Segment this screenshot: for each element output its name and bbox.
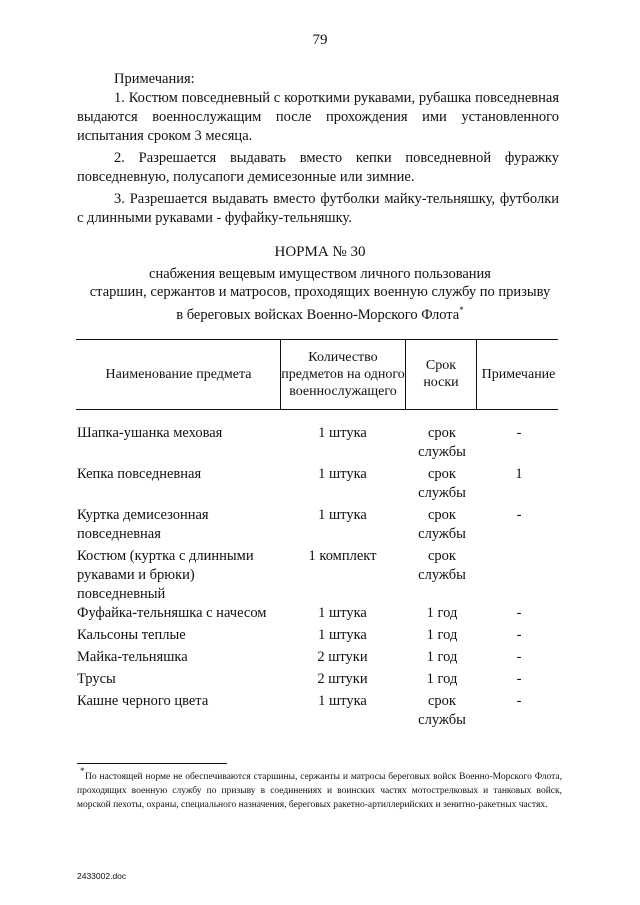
note-item: 3. Разрешается выдавать вместо футболки майку-тельняшку, футболки с длинными рукавами - фуфайку-тельняшку. — [77, 191, 559, 226]
footnote-reference: * — [459, 305, 464, 315]
item-note: - — [516, 649, 522, 665]
item-term: срок службы — [418, 548, 466, 583]
item-term: срок службы — [418, 507, 466, 542]
item-note: - — [516, 605, 522, 621]
item-note: - — [516, 627, 522, 643]
footnote-mark: * — [80, 766, 85, 776]
item-note: - — [516, 693, 522, 709]
item-quantity: 1 штука — [318, 627, 367, 643]
item-quantity: 1 комплект — [308, 548, 377, 564]
item-quantity: 1 штука — [318, 605, 367, 621]
header-name: Наименование предмета — [105, 366, 252, 382]
item-quantity: 2 штуки — [317, 649, 368, 665]
norm-subtitle — [60, 265, 580, 324]
table-header-bottom-border — [76, 409, 558, 410]
note-item: 1. Костюм повседневный с короткими рукавами, рубашка повседневная выдаются военнослужащим после прохождения ими установленного испытания сроком 3 месяца. — [77, 90, 559, 144]
norm-subtitle-line: снабжения вещевым имуществом личного пользования — [149, 266, 491, 282]
document-code: 2433002.doc — [77, 871, 127, 881]
item-name: Фуфайка-тельняшка с начесом — [77, 605, 267, 621]
item-term: срок службы — [418, 425, 466, 460]
item-name: Трусы — [77, 671, 116, 687]
item-term: 1 год — [426, 671, 458, 687]
item-term: срок службы — [418, 466, 466, 501]
item-quantity: 1 штука — [318, 507, 367, 523]
footnote-separator — [77, 763, 227, 764]
header-term: Срок носки — [423, 358, 459, 390]
item-term: срок службы — [418, 693, 466, 728]
header-note: Примечание — [481, 366, 556, 382]
notes-section — [77, 70, 559, 231]
note-item: 2. Разрешается выдавать вместо кепки повседневной фуражку повседневную, полусапоги демисезонные или зимние. — [77, 150, 559, 185]
item-name: Кашне черного цвета — [77, 693, 209, 709]
item-name: Костюм (куртка с длинными рукавами и брюки) повседневный — [77, 548, 254, 602]
header-quantity: Количество предметов на одного военнослужащего — [281, 349, 405, 399]
item-name: Кальсоны теплые — [77, 627, 186, 643]
norm-subtitle-line: старшин, сержантов и матросов, проходящих военную службу по призыву — [89, 284, 551, 300]
norm-title: НОРМА № 30 — [274, 244, 366, 260]
norm-subtitle-line: в береговых войсках Военно-Морского Флота* — [176, 305, 464, 323]
item-note: - — [516, 671, 522, 687]
item-quantity: 1 штука — [318, 425, 367, 441]
item-note: - — [516, 425, 522, 441]
item-quantity: 1 штука — [318, 466, 367, 482]
item-name: Кепка повседневная — [77, 466, 202, 482]
page-number: 79 — [312, 32, 328, 48]
item-quantity: 2 штуки — [317, 671, 368, 687]
item-term: 1 год — [426, 649, 458, 665]
item-quantity: 1 штука — [318, 693, 367, 709]
footnote-text: По настоящей норме не обеспечиваются старшины, сержанты и матросы береговых войск Военно-Морского Флота, проходящих военную службу по призыву в соединениях и воинских частях мотострелковых и танковых войск, морской пехоты, охраны, специального назначения, береговых ракетно-артиллерийских и зенитно-ракетных частях. — [77, 772, 562, 810]
item-term: 1 год — [426, 627, 458, 643]
item-term: 1 год — [426, 605, 458, 621]
item-note: 1 — [515, 466, 523, 482]
item-name: Майка-тельняшка — [77, 649, 188, 665]
item-note: - — [516, 507, 522, 523]
notes-title: Примечания: — [114, 71, 195, 87]
item-name: Шапка-ушанка меховая — [77, 425, 223, 441]
item-name: Куртка демисезонная повседневная — [77, 507, 209, 542]
